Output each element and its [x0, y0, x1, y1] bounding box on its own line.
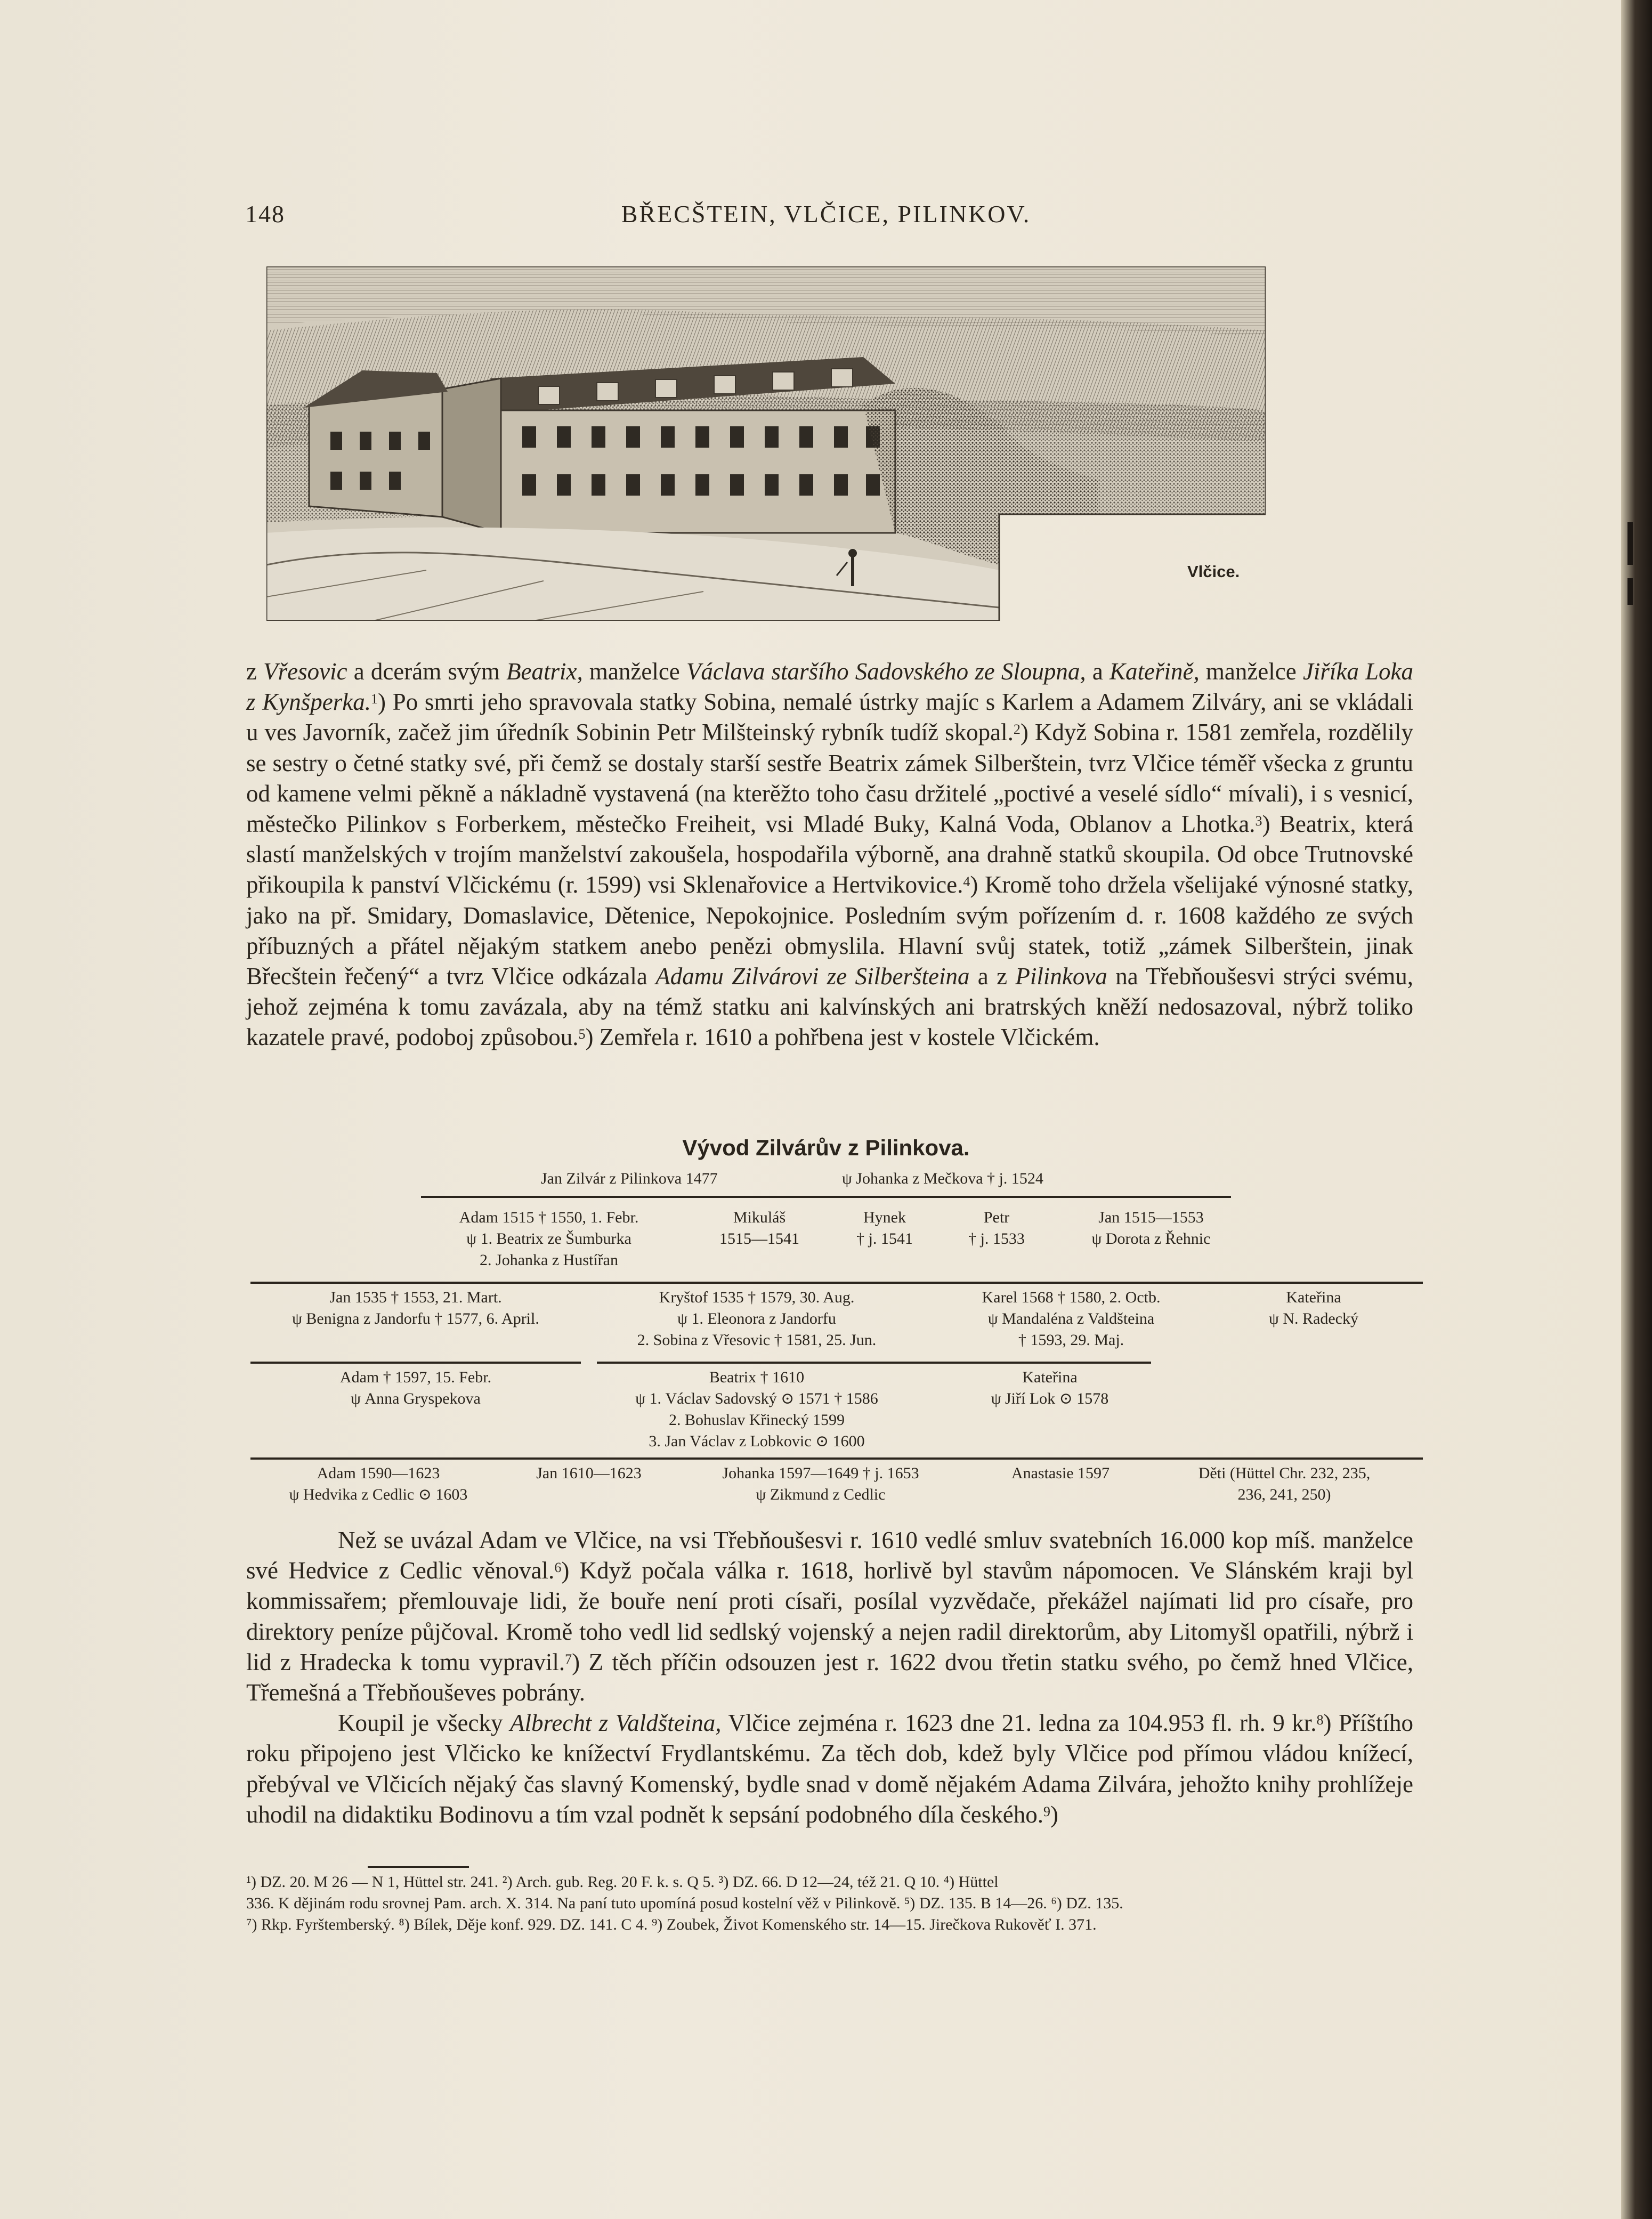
- chateau-illustration: [266, 266, 1266, 621]
- gen-line: 2. Johanka z Hustířan: [480, 1251, 618, 1269]
- footnote-ref: 2: [1013, 722, 1021, 738]
- gen-line: Jan 1610—1623: [536, 1464, 642, 1482]
- gen-line: Adam 1515 † 1550, 1. Febr.: [459, 1209, 639, 1226]
- spine-mark: [1627, 522, 1633, 565]
- footnote-ref: 1: [370, 691, 378, 707]
- gen-line: Jan 1535 † 1553, 21. Mart.: [329, 1289, 502, 1306]
- genealogy-brace: [250, 1282, 1423, 1284]
- gen-line: † j. 1533: [968, 1230, 1025, 1248]
- text-span: a z: [969, 963, 1016, 990]
- name-italic: Albrecht z Valdšteina,: [509, 1710, 722, 1737]
- text-span: na Třebňoušesvi strýci svému, jehož zejména k tomu zavázala, aby na témž statku ani kalvínských ani bratrských kněží nedosazoval, nýbrž toliko kazatele pravé, podoboj způsobou.: [246, 963, 1413, 1051]
- footnote-ref: 7: [565, 1651, 572, 1667]
- genealogy-brace: [421, 1196, 1231, 1198]
- gen-line: Beatrix † 1610: [709, 1368, 805, 1386]
- name-italic: Kateřině,: [1109, 658, 1200, 685]
- gen-line: Děti (Hüttel Chr. 232, 235,: [1198, 1464, 1371, 1482]
- gen-line: ψ Hedvika z Cedlic ⊙ 1603: [289, 1486, 468, 1503]
- gen-line: 2. Bohuslav Křinecký 1599: [669, 1411, 845, 1429]
- gen-line: ψ Zikmund z Cedlic: [756, 1486, 886, 1503]
- footnote-line: ¹) DZ. 20. M 26 — N 1, Hüttel str. 241. ²) Arch. gub. Reg. 20 F. k. s. Q 5. ³) DZ. 66. D 12—24, též 21. Q 10. ⁴) Hüttel: [246, 1873, 999, 1891]
- text-span: manželce: [1199, 658, 1303, 685]
- name-italic: Pilinkova: [1015, 963, 1107, 990]
- text-span: ) Zemřela r. 1610 a pohřbena jest v kostele Vlčickém.: [585, 1024, 1100, 1051]
- gen-line: Mikuláš: [733, 1209, 786, 1226]
- paragraph: [246, 657, 1413, 1053]
- gen-person-adam: [416, 1207, 682, 1271]
- gen-person-karel: [949, 1287, 1194, 1351]
- text-span: ) Beatrix, která slastí manželských v trojím manželství zakoušela, hospodařila výborně, ana drahně statků skoupila. Od obce Trutnovské přikoupila k panství Vlčickému (r. 1599) vsi Sklenařovice a Hertvikovice.: [246, 811, 1413, 898]
- gen-person-hynek: [831, 1207, 938, 1250]
- paragraph: [246, 1708, 1413, 1830]
- page-number: 148: [245, 200, 285, 228]
- genealogy-brace: [597, 1362, 1151, 1364]
- gen-line: Kateřina: [1286, 1289, 1341, 1306]
- name-italic: Václava staršího Sadovského ze Sloupna,: [686, 658, 1086, 685]
- gen-line: Petr: [983, 1209, 1010, 1226]
- text-span: ) Když počala válka r. 1618, horlivě byl stavům nápomocen. Ve Slánském kraji byl kommissařem; přemlouvaje lidi, že bouře není proti císaři, posílal vyzvědače, překážel najímati lid pro císaře, pro direktory peníze půjčoval. Kromě toho vedl lid sedlský vojenský a nejen radil direktorům, aby Litomyšl opatřili, nýbrž i lid z Hradecka k tomu vypravil.: [246, 1557, 1413, 1675]
- footnote-ref: 5: [578, 1026, 586, 1042]
- page-header: [245, 200, 1407, 237]
- gen-person-mikulas: [706, 1207, 813, 1250]
- gen-person-petr: [943, 1207, 1050, 1250]
- text-span: Než se uvázal Adam ve Vlčice, na vsi Třebňoušesvi r. 1610 vedlé smluv svatebních 16.000 kop míš. manželce své Hedvice z Cedlic věnoval.: [246, 1527, 1413, 1584]
- footnote-ref: 8: [1316, 1712, 1324, 1728]
- text-span: ): [1050, 1801, 1058, 1828]
- gen-line: ψ Dorota z Řehnic: [1091, 1230, 1211, 1248]
- gen-line: 3. Jan Václav z Lobkovic ⊙ 1600: [649, 1432, 865, 1450]
- footnote-line: ⁷) Rkp. Fyrštemberský. ⁸) Bílek, Děje konf. 929. DZ. 141. C 4. ⁹) Zoubek, Život Komenského str. 14—15. Jirečkova Rukověť I. 371.: [246, 1916, 1097, 1933]
- gen-line: ψ 1. Eleonora z Jandorfu: [677, 1310, 836, 1327]
- gen-line: ψ Jiří Lok ⊙ 1578: [991, 1390, 1109, 1407]
- footnote-ref: 4: [963, 874, 970, 890]
- gen-line: Hynek: [863, 1209, 906, 1226]
- gen-person-katerina-lok: [949, 1367, 1151, 1410]
- gen-person-beatrix: [592, 1367, 922, 1452]
- footnotes: [246, 1872, 1419, 1935]
- gen-person-jan: [1060, 1207, 1242, 1250]
- spine-mark: [1627, 578, 1633, 605]
- gen-line: † 1593, 29. Maj.: [1018, 1331, 1124, 1349]
- gen-line: ψ Mandaléna z Valdšteina: [987, 1310, 1155, 1327]
- gen-line: Adam † 1597, 15. Febr.: [339, 1368, 492, 1386]
- body-paragraph-1: [246, 657, 1413, 1053]
- text-span: ) Kromě toho držela všelijaké výnosné statky, jako na př. Smidary, Domaslavice, Dětenice, Nepokojnice. Posledním svým pořízením d. r. 1608 každého ze svých příbuzných a přátel nějakým statkem anebo penězi obmyslila. Hlavní svůj statek, totiž „zámek Silberštein, jinak Břecštein řečený“ a tvrz Vlčice odkázala: [246, 871, 1413, 990]
- gen-person-jan-1610: [520, 1463, 658, 1484]
- gen-person-johanka: [693, 1463, 949, 1505]
- name-italic: Jiříka Loka z Kynšperka.: [246, 658, 1413, 716]
- gen-line: ψ Anna Gryspekova: [351, 1390, 481, 1407]
- name-italic: Adamu Zilvárovi ze Silberšteina: [655, 963, 970, 990]
- gen-line: ψ 1. Beatrix ze Šumburka: [466, 1230, 631, 1248]
- text-span: ) Z těch příčin odsouzen jest r. 1622 dvou třetin statku svého, po čemž hned Vlčice, Třemešná a Třebňouševes pobrány.: [246, 1648, 1413, 1706]
- genealogy-title: Vývod Zilvárův z Pilinkova.: [682, 1135, 970, 1160]
- gen-person-anastasie: [981, 1463, 1140, 1484]
- genealogy-brace: [250, 1457, 1423, 1460]
- text-span: manželce: [582, 658, 686, 685]
- gen-line: Kateřina: [1022, 1368, 1078, 1386]
- gen-person-deti: [1162, 1463, 1407, 1505]
- gen-line: † j. 1541: [856, 1230, 913, 1248]
- gen-line: ψ N. Radecký: [1269, 1310, 1358, 1327]
- gen-line: Jan 1515—1553: [1098, 1209, 1204, 1226]
- text-span: a: [1086, 658, 1110, 685]
- gen-person-krystof: [597, 1287, 917, 1351]
- gen-line: ψ Benigna z Jandorfu † 1577, 6. April.: [292, 1310, 539, 1327]
- body-paragraph-2: [246, 1525, 1413, 1830]
- gen-person: Jan Zilvár z Pilinkova 1477: [541, 1170, 718, 1187]
- gen-person-adam-1590: [250, 1463, 506, 1505]
- genealogy-brace: [250, 1362, 581, 1364]
- footnote-ref: 9: [1043, 1803, 1050, 1819]
- paragraph: [246, 1525, 1413, 1708]
- footnote-ref: 6: [554, 1560, 562, 1576]
- name-italic: Beatrix,: [506, 658, 583, 685]
- gen-person-katerina: [1231, 1287, 1396, 1330]
- text-span: a dcerám svým: [347, 658, 507, 685]
- text-span: z: [246, 658, 264, 685]
- gen-line: Anastasie 1597: [1011, 1464, 1110, 1482]
- gen-person-adam-1597: [250, 1367, 581, 1410]
- text-span: ) Když Sobina r. 1581 zemřela, rozdělily se sestry o četné statky své, při čemž se dostaly starší sestře Beatrix zámek Silberštein, tvrz Vlčice téměř všecka z gruntu od kamene velmi pěkně a nákladně vystavená (na kterěžto toho času držitelé „poctivé a veselé sídlo“ mívali), i s vesnicí, městečko Pilinkov s Forberkem, městečko Freiheit, vsi Mladé Buky, Kalná Voda, Oblanov a Lhotka.: [246, 719, 1413, 838]
- gen-line: Adam 1590—1623: [317, 1464, 440, 1482]
- gen-line: Kryštof 1535 † 1579, 30. Aug.: [659, 1289, 855, 1306]
- gen-line: Karel 1568 † 1580, 2. Octb.: [982, 1289, 1161, 1306]
- gen-person-jan-1535: [250, 1287, 581, 1330]
- footnote-line: 336. K dějinám rodu srovnej Pam. arch. X. 314. Na paní tuto upomíná posud kostelní věž v Pilinkově. ⁵) DZ. 135. B 14—26. ⁶) DZ. 135.: [246, 1894, 1123, 1912]
- gen-line: 236, 241, 250): [1237, 1486, 1331, 1503]
- gen-line: ψ 1. Václav Sadovský ⊙ 1571 † 1586: [635, 1390, 878, 1407]
- running-title: BŘECŠTEIN, VLČICE, PILINKOV.: [621, 200, 1031, 228]
- engraving-of-vlcice-chateau-icon: [266, 266, 1266, 621]
- gen-line: Johanka 1597—1649 † j. 1653: [722, 1464, 919, 1482]
- text-span: Vlčice zejména r. 1623 dne 21. ledna za 104.953 fl. rh. 9 kr.: [721, 1710, 1317, 1737]
- text-span: Koupil je všecky: [338, 1710, 510, 1737]
- gen-line: 2. Sobina z Vřesovic † 1581, 25. Jun.: [637, 1331, 877, 1349]
- book-spine-shadow: [1621, 0, 1652, 2219]
- illustration-caption: Vlčice.: [1187, 562, 1240, 581]
- name-italic: Vřesovic: [263, 658, 347, 685]
- text-span: ) Po smrti jeho spravovala statky Sobina, nemalé ústrky majíc s Karlem a Adamem Zilváry, ani se vkládali u ves Javorník, začež jim úředník Sobinin Petr Milšteinský rybník tudíž skopal.: [246, 689, 1413, 746]
- gen-person: ψ Johanka z Mečkova † j. 1524: [842, 1170, 1043, 1187]
- gen-line: 1515—1541: [719, 1230, 799, 1248]
- footnote-ref: 3: [1255, 813, 1262, 829]
- text-span: ) Příštího roku připojeno jest Vlčicko ke knížectví Frydlantskému. Za těch dob, kdež byly Vlčice pod přímou vládou knížecí, přebýval ve Vlčicích nějaký čas slavný Komenský, bydle snad v domě nějakém Adama Zilvára, jehožto knihy prohlížeje uhodil na didaktiku Bodinovu a tím vzal podnět k sepsání podobného díla českého.: [246, 1710, 1414, 1828]
- footnote-rule: [368, 1866, 469, 1868]
